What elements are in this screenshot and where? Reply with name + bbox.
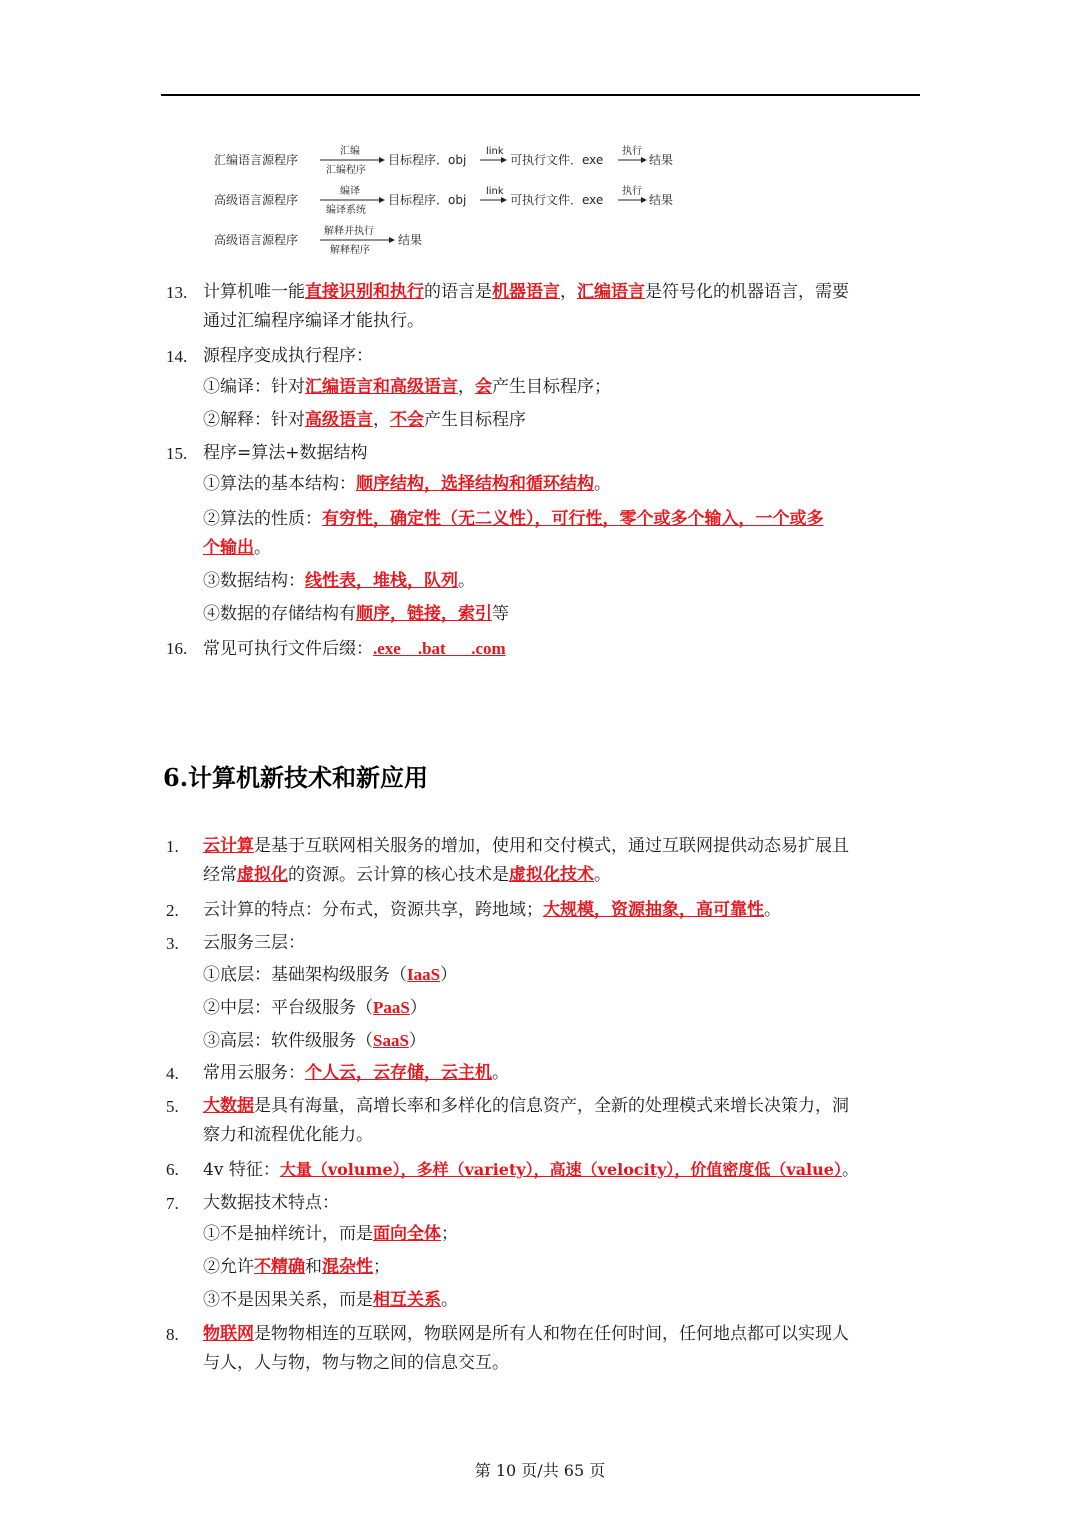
highlight: 相互关系 (373, 1290, 441, 1310)
text: 经常 (203, 865, 237, 885)
sub-item (203, 470, 923, 499)
item-number: 2. (166, 901, 179, 920)
row2-step-bottom: 编译系统 (326, 205, 366, 216)
text: ， (458, 377, 475, 397)
row1-target: 目标程序．obj (388, 153, 467, 167)
sub-item (203, 373, 923, 402)
compile-flow-diagram (214, 140, 694, 260)
row1-source: 汇编语言源程序 (214, 153, 299, 167)
row2-run: 执行 (622, 186, 642, 197)
sub-item (203, 1220, 923, 1249)
text: ②中层：平台级服务（ (203, 998, 373, 1018)
row3-step-bottom: 解释程序 (330, 245, 370, 256)
row1-result: 结果 (649, 153, 674, 167)
sub-item (203, 1026, 923, 1056)
text: ①算法的基本结构： (203, 474, 356, 494)
row2-step-top: 编译 (340, 186, 360, 197)
text: 是物物相连的互联网，物联网是所有人和物在任何时间，任何地点都可以实现人 (254, 1324, 849, 1344)
text: ） (440, 965, 458, 985)
row1-exe: 可执行文件．exe (510, 153, 604, 167)
list-item-8 (166, 1320, 926, 1378)
text: ②算法的性质： (203, 509, 322, 529)
item-number: 16. (166, 639, 188, 658)
text: 。 (594, 865, 611, 885)
text: 是基于互联网相关服务的增加，使用和交付模式，通过互联网提供动态易扩展且 (254, 836, 849, 856)
row3-result: 结果 (398, 233, 423, 247)
list-item-7 (166, 1189, 926, 1218)
list-item-15 (166, 439, 926, 468)
text: 是符号化的机器语言，需要 (645, 282, 849, 302)
sub-item (203, 960, 923, 990)
text: ， (560, 282, 577, 302)
text: ②解释：针对 (203, 410, 305, 430)
text: ； (373, 1257, 390, 1277)
text: 。 (254, 538, 271, 558)
text: 察力和流程优化能力。 (203, 1125, 373, 1145)
text: 常用云服务： (203, 1063, 305, 1083)
text: 计算机唯一能 (203, 282, 305, 302)
highlight: 顺序，链接，索引 (356, 604, 492, 624)
highlight: IaaS (407, 965, 441, 984)
text: 产生目标程序 (424, 410, 526, 430)
sub-item (203, 600, 923, 629)
sub-item (203, 406, 923, 435)
highlight: 不精确 (254, 1257, 305, 1277)
highlight: PaaS (373, 998, 410, 1017)
text: ①底层：基础架构级服务（ (203, 965, 407, 985)
highlight: 直接识别和执行 (305, 282, 424, 302)
list-item-5 (166, 1092, 926, 1150)
highlight: 机器语言 (492, 282, 560, 302)
highlight: 会 (475, 377, 492, 397)
sub-item (203, 567, 923, 596)
highlight: 混杂性 (322, 1257, 373, 1277)
item-title: 云服务三层： (203, 933, 305, 953)
list-item-4 (166, 1059, 926, 1088)
item-number: 4. (166, 1064, 179, 1083)
highlight: 大数据 (203, 1096, 254, 1116)
text: 产生目标程序； (492, 377, 611, 397)
highlight: 个输出 (203, 538, 254, 558)
row1-step-top: 汇编 (340, 146, 360, 157)
sub-item (203, 993, 923, 1023)
row1-run: 执行 (622, 146, 642, 157)
header-rule (161, 94, 920, 96)
highlight: 虚拟化 (237, 865, 288, 885)
highlight: 个人云，云存储，云主机 (305, 1063, 492, 1083)
item-number: 8. (166, 1325, 179, 1344)
text: 。 (458, 571, 475, 591)
highlight: 云计算 (203, 836, 254, 856)
list-item-6 (166, 1155, 926, 1185)
text: 和 (305, 1257, 322, 1277)
text: ④数据的存储结构有 (203, 604, 356, 624)
highlight: 不会 (390, 410, 424, 430)
item-title: 程序=算法+数据结构 (203, 443, 368, 463)
text: 是具有海量，高增长率和多样化的信息资产，全新的处理模式来增长决策力，洞 (254, 1096, 849, 1116)
text: 通过汇编程序编译才能执行。 (203, 311, 424, 331)
row2-source: 高级语言源程序 (214, 193, 299, 207)
item-number: 6. (166, 1160, 179, 1179)
item-number: 14. (166, 347, 188, 366)
section-title: 6.计算机新技术和新应用 (163, 763, 429, 792)
row2-exe: 可执行文件．exe (510, 193, 604, 207)
text: ①编译：针对 (203, 377, 305, 397)
diagram-row-2 (214, 184, 673, 216)
highlight: 大规模，资源抽象，高可靠性 (543, 900, 764, 920)
list-item-1 (166, 832, 926, 890)
text: ， (373, 410, 390, 430)
text: ③不是因果关系，而是 (203, 1290, 373, 1310)
item-number: 7. (166, 1194, 179, 1213)
highlight: 大量（volume），多样（variety），高速（velocity），价值密度低（value） (279, 1160, 842, 1179)
text: 的语言是 (424, 282, 492, 302)
text: 等 (492, 604, 509, 624)
text: ） (409, 998, 427, 1018)
text: ②允许 (203, 1257, 254, 1277)
text: 。 (441, 1290, 458, 1310)
highlight: 线性表，堆栈，队列 (305, 571, 458, 591)
diagram-row-1 (214, 144, 673, 176)
item-number: 1. (166, 837, 179, 856)
list-item-16 (166, 634, 926, 664)
text: 常见可执行文件后缀： (203, 639, 373, 659)
text: ③高层：软件级服务（ (203, 1031, 373, 1051)
text: ①不是抽样统计，而是 (203, 1224, 373, 1244)
list-item-3 (166, 929, 926, 958)
text: 4v 特征： (203, 1160, 280, 1180)
sub-item (203, 1286, 923, 1315)
page-footer: 第 10 页/共 65 页 (474, 1461, 606, 1480)
text: 云计算的特点：分布式，资源共享，跨地域； (203, 900, 543, 920)
row1-step-bottom: 汇编程序 (326, 165, 366, 176)
row3-step-top: 解释并执行 (324, 226, 374, 237)
highlight: 汇编语言和高级语言 (305, 377, 458, 397)
highlight: 虚拟化技术 (509, 865, 594, 885)
highlight: 顺序结构，选择结构和循环结构 (356, 474, 594, 494)
text: 。 (841, 1160, 859, 1180)
list-item-2 (166, 896, 926, 925)
text: 。 (492, 1063, 509, 1083)
row2-result: 结果 (649, 193, 674, 207)
highlight: 有穷性，确定性（无二义性），可行性，零个或多个输入，一个或多 (322, 509, 824, 529)
highlight: 面向全体 (373, 1224, 441, 1244)
highlight: .exe .bat .com (373, 639, 506, 658)
item-number: 15. (166, 444, 188, 463)
text: ； (441, 1224, 458, 1244)
row1-link: link (486, 146, 504, 157)
text: ③数据结构： (203, 571, 305, 591)
highlight: 物联网 (203, 1324, 254, 1344)
highlight: SaaS (373, 1031, 409, 1050)
list-item-13 (166, 278, 926, 336)
row2-link: link (486, 186, 504, 197)
text: 的资源。云计算的核心技术是 (288, 865, 509, 885)
item-number: 13. (166, 283, 188, 302)
text: 。 (594, 474, 611, 494)
text: ） (408, 1031, 426, 1051)
highlight: 汇编语言 (577, 282, 645, 302)
text: 与人，人与物，物与物之间的信息交互。 (203, 1353, 509, 1373)
row2-target: 目标程序．obj (388, 193, 467, 207)
sub-item (203, 1253, 923, 1282)
item-number: 3. (166, 934, 179, 953)
item-title: 源程序变成执行程序： (203, 346, 373, 366)
row3-source: 高级语言源程序 (214, 233, 299, 247)
sub-item (203, 505, 923, 563)
diagram-row-3 (214, 224, 422, 256)
text: 。 (764, 900, 781, 920)
item-title: 大数据技术特点： (203, 1193, 339, 1213)
item-number: 5. (166, 1097, 179, 1116)
list-item-14 (166, 342, 926, 371)
highlight: 高级语言 (305, 410, 373, 430)
